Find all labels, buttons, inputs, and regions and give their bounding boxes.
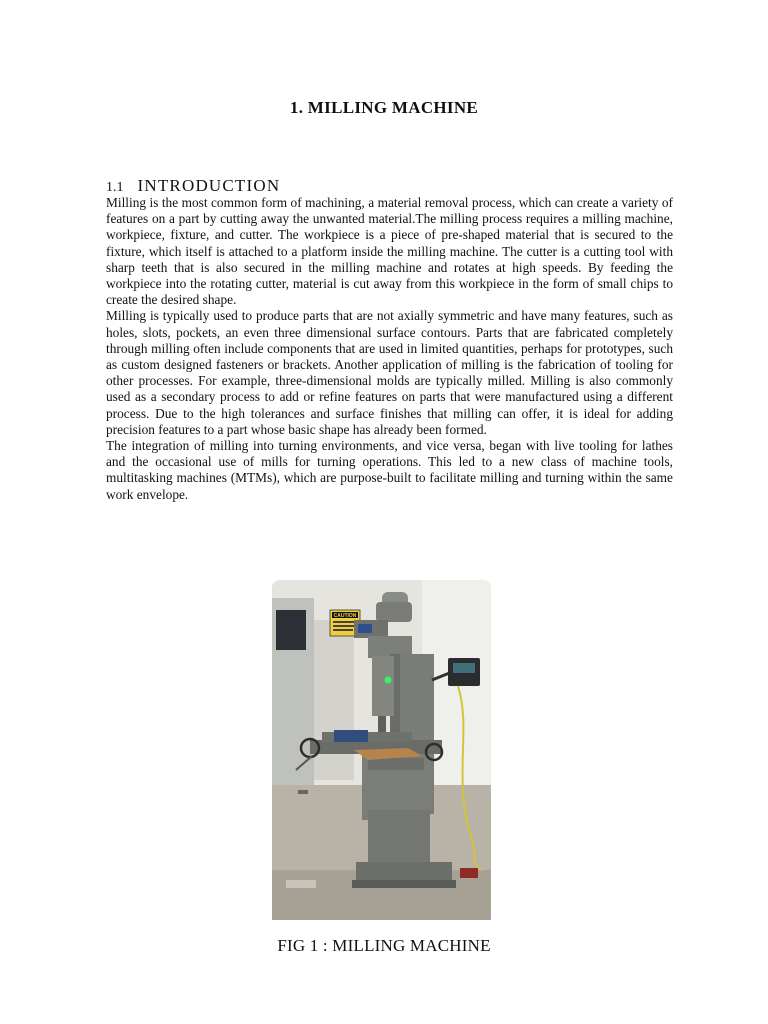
- milling-machine-photo: [272, 580, 491, 920]
- paragraph-3: The integration of milling into turning environments, and vice versa, began with live tooling for lathes and the occasional use of mills for turning operations. This led to a new class of machine tools, multitasking machines (MTMs), which are purpose-built to facilitate milling and turning within the same work envelope.: [106, 438, 673, 502]
- section-number: 1.1: [106, 180, 124, 195]
- section-title: INTRODUCTION: [137, 176, 281, 195]
- body-text: [106, 195, 673, 503]
- section-heading: [106, 176, 280, 196]
- chapter-title: 1. MILLING MACHINE: [289, 98, 479, 117]
- figure-caption: FIG 1 : MILLING MACHINE: [277, 936, 491, 955]
- caution-sign-text: CAUTION: [333, 613, 357, 619]
- paragraph-2: Milling is typically used to produce parts that are not axially symmetric and have many features, such as holes, slots, pockets, an even three dimensional surface contours. Parts that are fabricated completely through milling often include components that are used in limited quantities, perhaps for prototypes, such as custom designed fasteners or brackets. Another application of milling is the fabrication of tooling for other processes. For example, three-dimensional molds are typically milled. Milling is also commonly used as a secondary process to add or refine features on parts that were manufactured using a different process. Due to the high tolerances and surface finishes that milling can offer, it is ideal for adding precision features to a part whose basic shape has already been formed.: [106, 308, 673, 437]
- paragraph-1: Milling is the most common form of machining, a material removal process, which can create a variety of features on a part by cutting away the unwanted material.The milling process requires a milling machine, workpiece, fixture, and cutter. The workpiece is a piece of pre-shaped material that is secured to the fixture, which itself is attached to a platform inside the milling machine. The cutter is a cutting tool with sharp teeth that is also secured in the milling machine and rotates at high speeds. By feeding the workpiece into the rotating cutter, material is cut away from this workpiece in the form of small chips to create the desired shape.: [106, 195, 673, 308]
